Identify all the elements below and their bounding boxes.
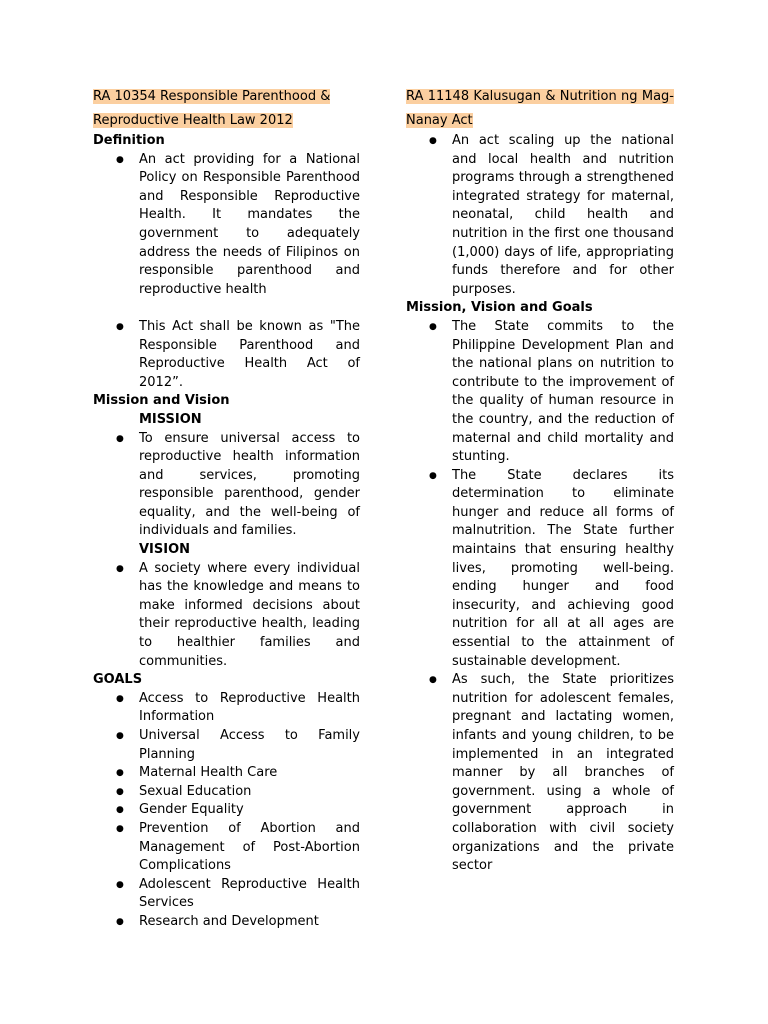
mission-item: ● To ensure universal access to reproductive health information and services, promoting responsible parenthood, gender equality, and the well-being of individuals and families.	[93, 430, 360, 542]
ra-11148-title: RA 11148 Kalusugan & Nutrition ng Mag-Nanay Act	[406, 89, 674, 128]
vision-label: VISION	[139, 542, 191, 558]
ra-10354-title: RA 10354 Responsible Parenthood & Reproductive Health Law 2012	[93, 89, 331, 128]
right-column	[406, 85, 674, 876]
goal-item: ● Gender Equality	[93, 801, 360, 820]
goals-heading: GOALS	[93, 672, 143, 688]
vision-list	[93, 560, 360, 672]
definition-item-2: ● This Act shall be known as "The Responsible Parenthood and Reproductive Health Act of 2012”.	[93, 318, 360, 392]
mission-label: MISSION	[139, 411, 202, 427]
definition-list	[93, 151, 360, 393]
mvg-item-2: ● The State declares its determination to eliminate hunger and reduce all forms of malnutrition. The State further maintains that ensuring healthy lives, promoting well-being. ending hunger and food insecurity, and achieving good nutrition for all at all ages are essential to the attainment of sustainable development.	[406, 467, 674, 672]
mvg-item-3: ● As such, the State prioritizes nutrition for adolescent females, pregnant and lactating women, infants and young children, to be implemented in an integrated manner by all branches of government. using a whole of government approach in collaboration with civil society organizations and the private sector	[406, 671, 674, 876]
intro-item: ● An act scaling up the national and local health and nutrition programs through a strengthened integrated strategy for maternal, neonatal, child health and nutrition in the first one thousand (1,000) days of life, appropriating funds therefore and for other purposes.	[406, 132, 674, 299]
mission-list	[93, 430, 360, 542]
mvg-item-1: ● The State commits to the Philippine Development Plan and the national plans on nutrition to contribute to the improvement of the quality of human resource in the country, and the reduction of maternal and child mortality and stunting.	[406, 318, 674, 467]
goal-item: ● Sexual Education	[93, 783, 360, 802]
mvg-heading: Mission, Vision and Goals	[406, 300, 593, 316]
definition-heading: Definition	[93, 133, 165, 148]
definition-spacer	[93, 299, 360, 318]
left-column	[93, 85, 360, 932]
goal-item: ● Universal Access to Family Planning	[93, 727, 360, 764]
intro-list	[406, 132, 674, 299]
definition-item-1: ● An act providing for a National Policy on Responsible Parenthood and Responsible Reproductive Health. It mandates the government to adequately address the needs of Filipinos on responsible parenthood and reproductive health	[93, 151, 360, 300]
vision-item: ● A society where every individual has the knowledge and means to make informed decisions about their reproductive health, leading to healthier families and communities.	[93, 560, 360, 672]
mvg-list	[406, 318, 674, 876]
goal-item: ● Prevention of Abortion and Management of Post-Abortion Complications	[93, 820, 360, 876]
goals-list	[93, 690, 360, 932]
goal-item: ● Access to Reproductive Health Information	[93, 690, 360, 727]
goal-item: ● Adolescent Reproductive Health Services	[93, 876, 360, 913]
goal-item: ● Research and Development	[93, 913, 360, 932]
mission-vision-heading: Mission and Vision	[93, 393, 230, 409]
goal-item: ● Maternal Health Care	[93, 764, 360, 783]
